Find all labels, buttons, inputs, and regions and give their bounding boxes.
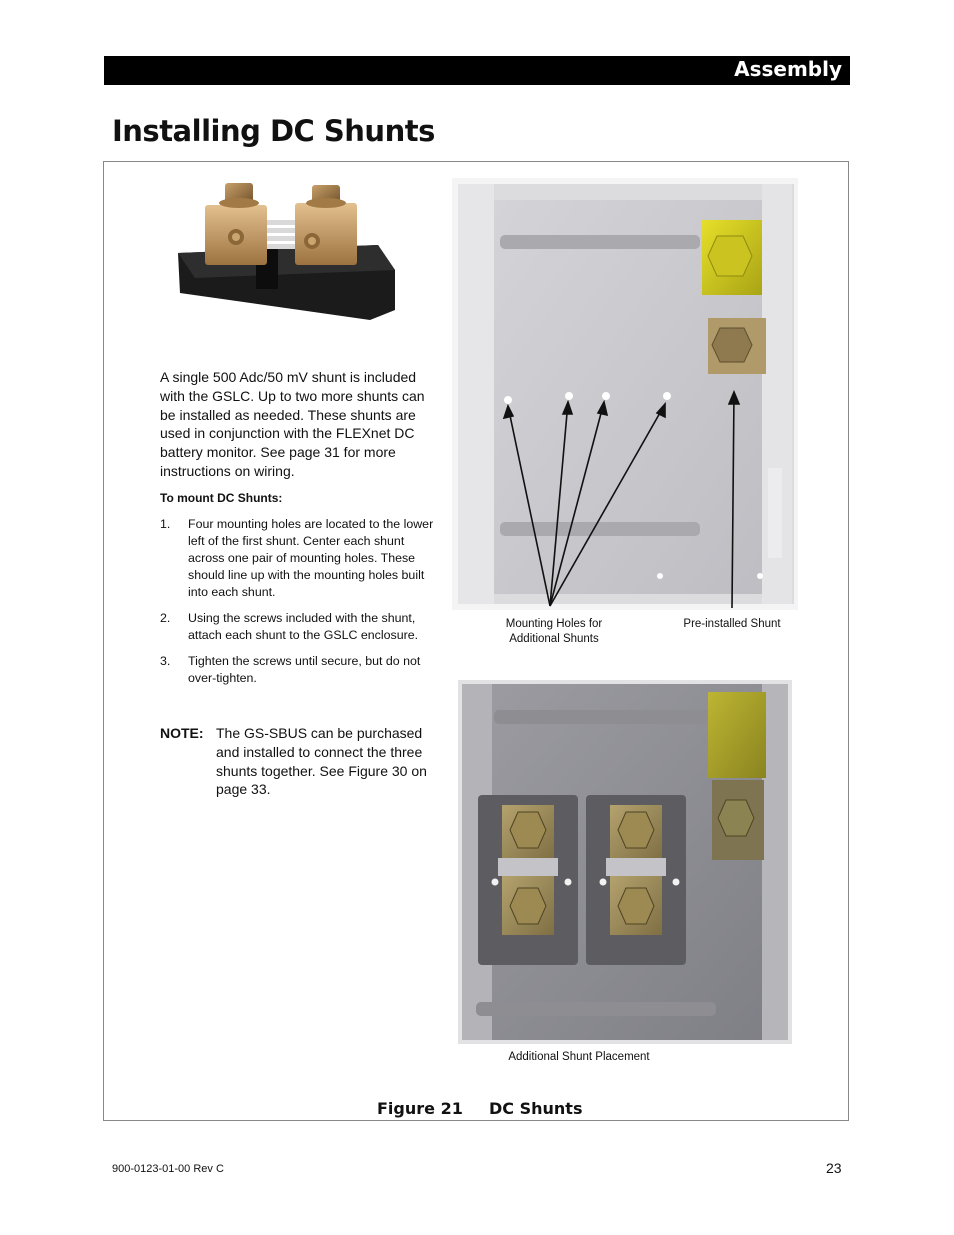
additional-placement-caption: Additional Shunt Placement	[508, 1051, 650, 1063]
step-text: Using the screws included with the shunt, attach each shunt to the GSLC enclosure.	[188, 611, 419, 642]
step-text: Tighten the screws until secure, but do not over-tighten.	[188, 654, 421, 685]
mounting-holes-caption: Mounting Holes for Additional Shunts	[505, 618, 603, 645]
section-title: Assembly	[734, 57, 842, 81]
footer-page-number: 23	[826, 1160, 842, 1176]
step-number: 2.	[160, 611, 171, 625]
procedure-heading: To mount DC Shunts:	[160, 491, 283, 505]
page-title: Installing DC Shunts	[112, 114, 435, 148]
step-text: Four mounting holes are located to the lower left of the first shunt. Center each shunt across one pair of mounting holes. These should line up with the mounting holes built into each shunt.	[188, 517, 434, 599]
footer-doc-number: 900-0123-01-00 Rev C	[112, 1163, 224, 1175]
figure-label: Figure 21	[377, 1099, 463, 1118]
note-label: NOTE:	[160, 725, 204, 741]
figure-title: DC Shunts	[489, 1099, 583, 1118]
intro-paragraph: A single 500 Adc/50 mV shunt is included with the GSLC. Up to two more shunts can be installed as needed. These shunts are used in conjunction with the FLEXnet DC battery monitor. See page 31 for more instructions on wiring.	[160, 369, 425, 479]
section-header-bar	[104, 56, 850, 85]
dc-shunt-product-image	[170, 175, 400, 325]
note-text: The GS-SBUS can be purchased and installed to connect the three shunts together. See Figure 30 on page 33.	[216, 725, 427, 798]
additional-shunt-placement-photo	[458, 680, 792, 1044]
step-number: 3.	[160, 654, 171, 668]
enclosure-mounting-holes-photo	[452, 178, 798, 610]
preinstalled-shunt-caption: Pre-installed Shunt	[683, 618, 781, 630]
step-number: 1.	[160, 517, 171, 531]
